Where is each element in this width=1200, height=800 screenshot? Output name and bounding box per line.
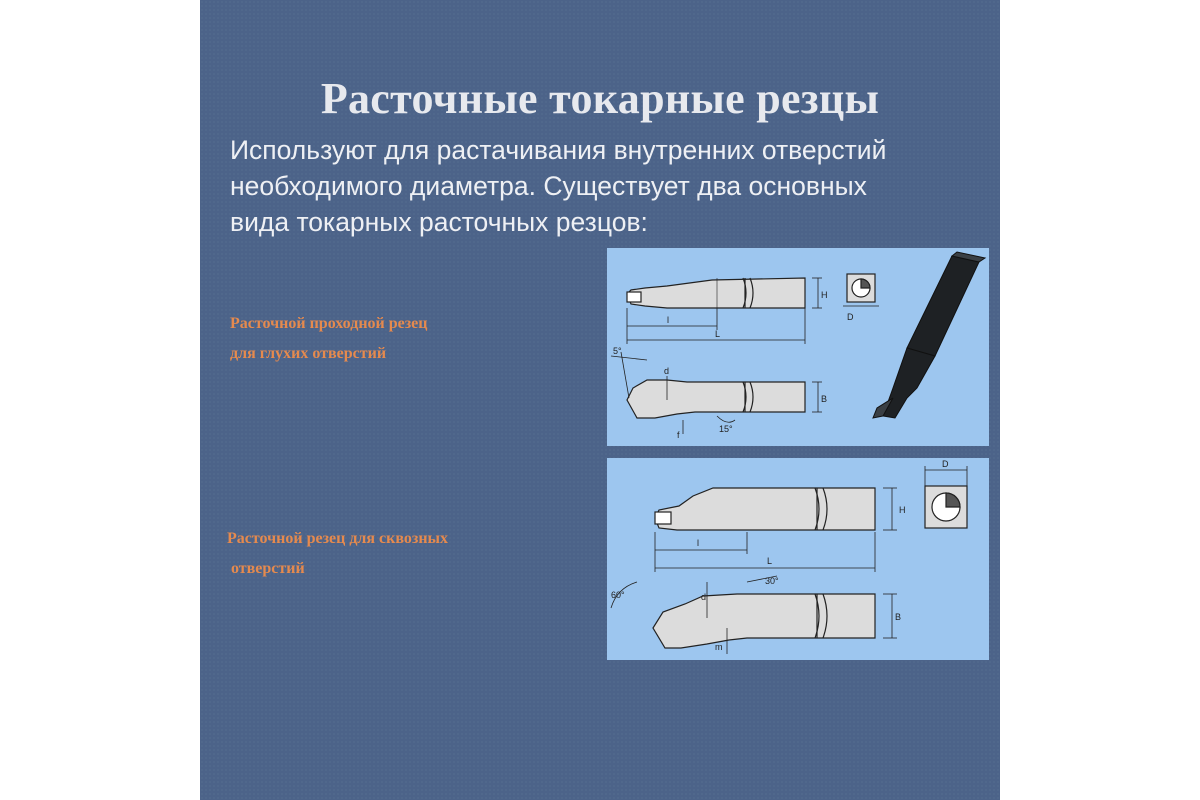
cutter-3d-view (873, 252, 985, 418)
dim-angle-30: 30° (765, 576, 779, 586)
dim-D-1: D (847, 312, 854, 322)
diagram-through-hole-cutter (607, 458, 989, 660)
dim-m-2: m (715, 642, 723, 652)
dim-B-2: B (895, 612, 902, 622)
cutter-end-view (843, 274, 879, 306)
dim-f-1: f (677, 430, 680, 440)
dim-H-2: H (899, 505, 906, 515)
label-through-line-2: отверстий (227, 560, 305, 577)
dim-d-2: d (701, 592, 707, 602)
dim-D-2: D (942, 459, 949, 469)
dim-H-1: H (821, 290, 828, 300)
intro-line-2: необходимого диаметра. Существует два основных (230, 171, 867, 201)
slide (200, 0, 1000, 800)
intro-line-1: Используют для растачивания внутренних отверстий (230, 135, 887, 165)
cutter-end-view (925, 466, 967, 528)
cutter-side-view (627, 380, 805, 418)
intro-line-3: вида токарных расточных резцов: (230, 207, 648, 237)
label-through-line-1: Расточной резец для сквозных (227, 530, 449, 547)
dim-l-2: l (697, 538, 699, 548)
label-blind-line-2: для глухих отверстий (230, 345, 387, 362)
slide-title: Расточные токарные резцы (320, 74, 880, 123)
dim-angle-15: 15° (719, 424, 733, 434)
dim-L-1: L (715, 329, 721, 339)
dim-l-1: l (667, 315, 669, 325)
intro-text (230, 132, 990, 240)
dim-d-1: d (664, 366, 670, 376)
cutter-side-view (653, 594, 875, 648)
dim-B-1: B (821, 394, 828, 404)
dim-angle-5: 5° (613, 346, 622, 356)
label-blind-line-1: Расточной проходной резец (230, 315, 428, 332)
dim-angle-60: 60° (611, 590, 625, 600)
diagram-blind-hole-cutter (607, 248, 989, 446)
label-through-hole-cutter (227, 524, 448, 584)
label-blind-hole-cutter (230, 309, 428, 369)
cutter-top-view (627, 278, 805, 308)
dim-L-2: L (767, 556, 773, 566)
cutter-top-view (655, 488, 875, 530)
